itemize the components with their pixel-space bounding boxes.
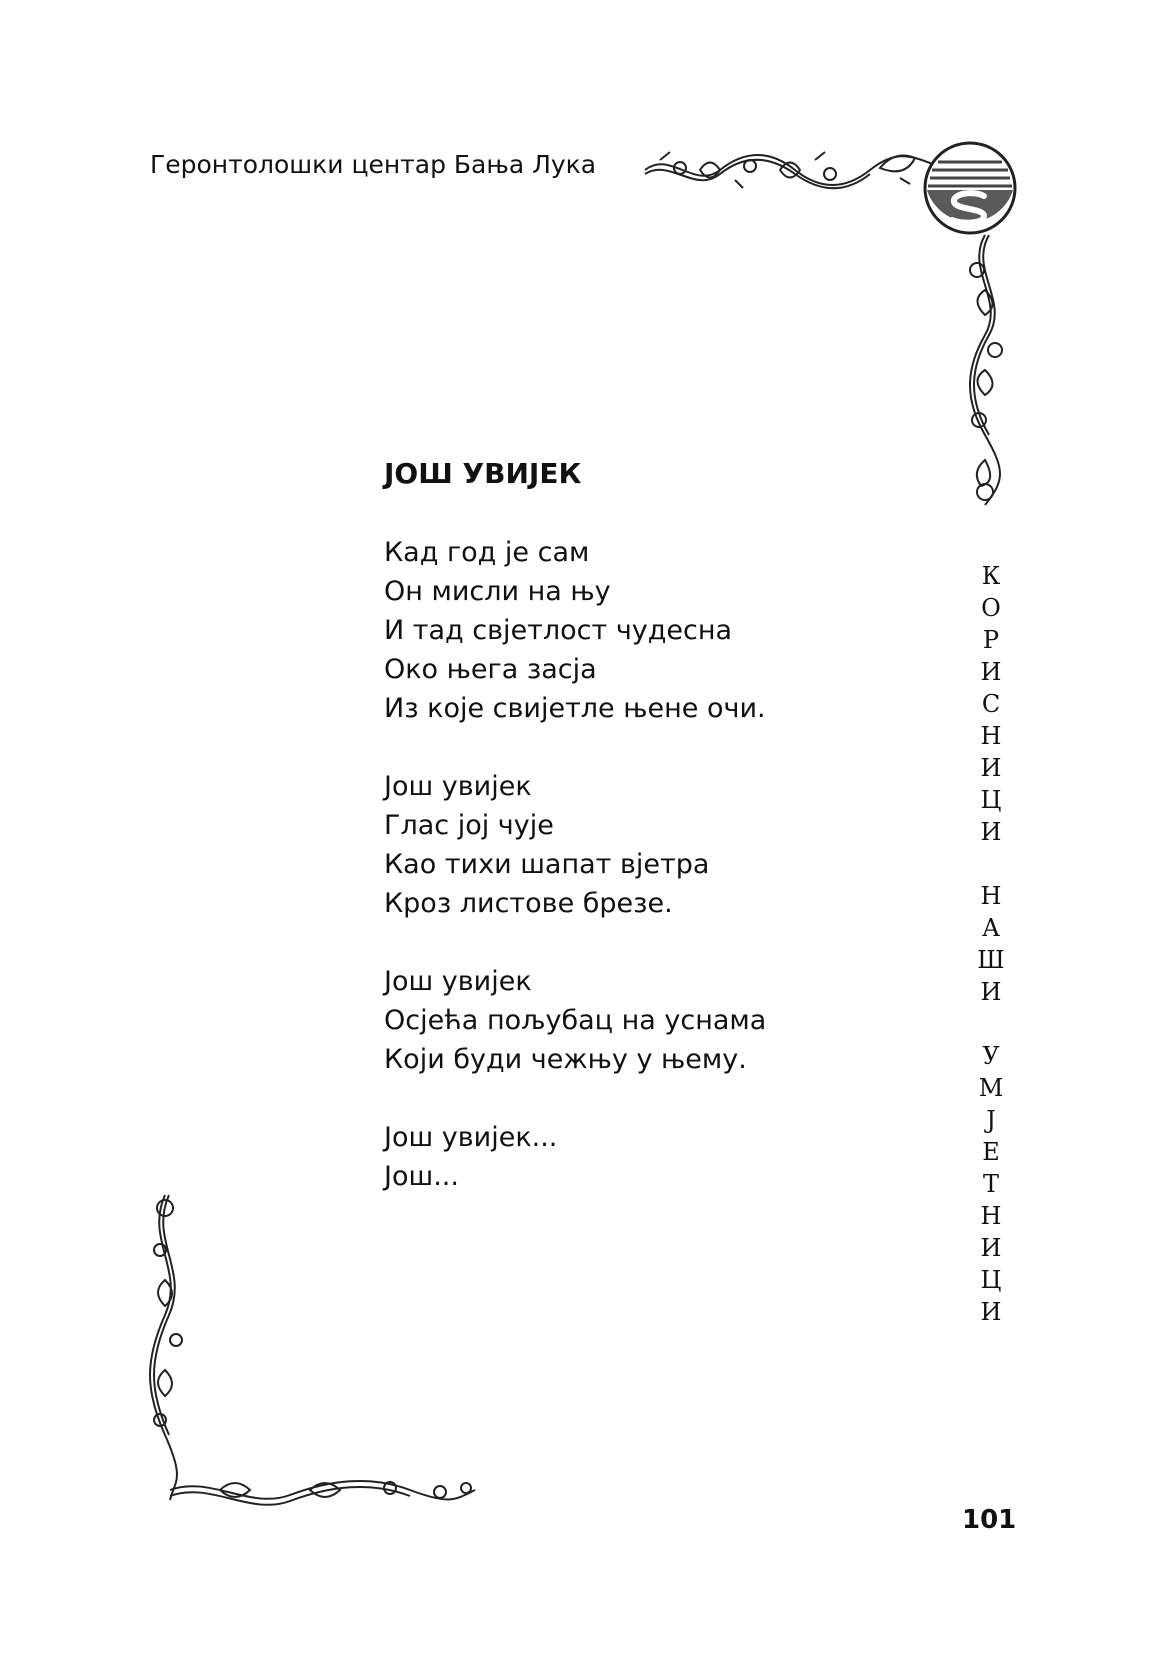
vertical-letter: Н [980, 882, 1002, 910]
vertical-word [976, 1040, 1006, 1328]
poem-title: ЈОШ УВИЈЕК [384, 457, 582, 490]
vertical-word [976, 560, 1006, 848]
s-letter-globe-icon [922, 140, 1018, 236]
page-number: 101 [962, 1505, 1017, 1535]
vertical-letter: Н [980, 722, 1002, 750]
vertical-letter: Ц [980, 1266, 1002, 1294]
vertical-letter: Ц [980, 786, 1002, 814]
vertical-letter: А [981, 914, 1001, 942]
stanza [384, 533, 904, 728]
stanza [384, 1118, 904, 1196]
poem-line: Још увијек... [384, 1122, 558, 1153]
right-ornament-border [955, 230, 1015, 510]
poem-line: Он мисли на њу [384, 576, 611, 607]
vertical-letter: Н [980, 1202, 1002, 1230]
vertical-letter: И [980, 658, 1002, 686]
poem-line: Око њега засја [384, 654, 597, 685]
vertical-letter: И [980, 754, 1002, 782]
vertical-letter: Ш [977, 946, 1005, 974]
vertical-letter: С [981, 690, 1001, 718]
running-header: Геронтолошки центар Бања Лука [150, 150, 597, 179]
poem-line: Још увијек [384, 771, 532, 802]
poem-line: Кроз листове брезе. [384, 888, 673, 919]
vertical-letter: У [982, 1042, 1000, 1070]
stanza [384, 767, 904, 923]
vertical-letter: И [980, 818, 1002, 846]
vertical-letter: И [980, 1298, 1002, 1326]
vertical-letter: И [980, 978, 1002, 1006]
vertical-letter: Т [982, 1170, 999, 1198]
poem-line: Као тихи шапат вјетра [384, 849, 710, 880]
vertical-letter: И [980, 1234, 1002, 1262]
vertical-letter: Е [982, 1138, 1000, 1166]
stanza [384, 962, 904, 1079]
poem-line: Кад год је сам [384, 537, 590, 568]
vertical-letter: О [981, 594, 1001, 622]
poem-line: Још увијек [384, 966, 532, 997]
poem-line: И тад свјетлост чудесна [384, 615, 733, 646]
bottom-left-ornament-border [140, 1190, 480, 1520]
top-ornament-border [640, 140, 940, 200]
poem-line: Осјећа пољубац на уснама [384, 1005, 767, 1036]
vertical-section-label [976, 560, 1006, 1328]
poem-line: Глас јој чује [384, 810, 554, 841]
vertical-word [976, 880, 1006, 1008]
poem [384, 454, 904, 1235]
vertical-letter: М [978, 1074, 1004, 1102]
poem-line: Још... [384, 1161, 459, 1192]
poem-line: Из које свијетле њене очи. [384, 693, 766, 724]
vertical-letter: Ј [986, 1106, 996, 1134]
poem-line: Који буди чежњу у њему. [384, 1044, 747, 1075]
vertical-letter: К [981, 562, 1001, 590]
vertical-letter: Р [982, 626, 1000, 654]
